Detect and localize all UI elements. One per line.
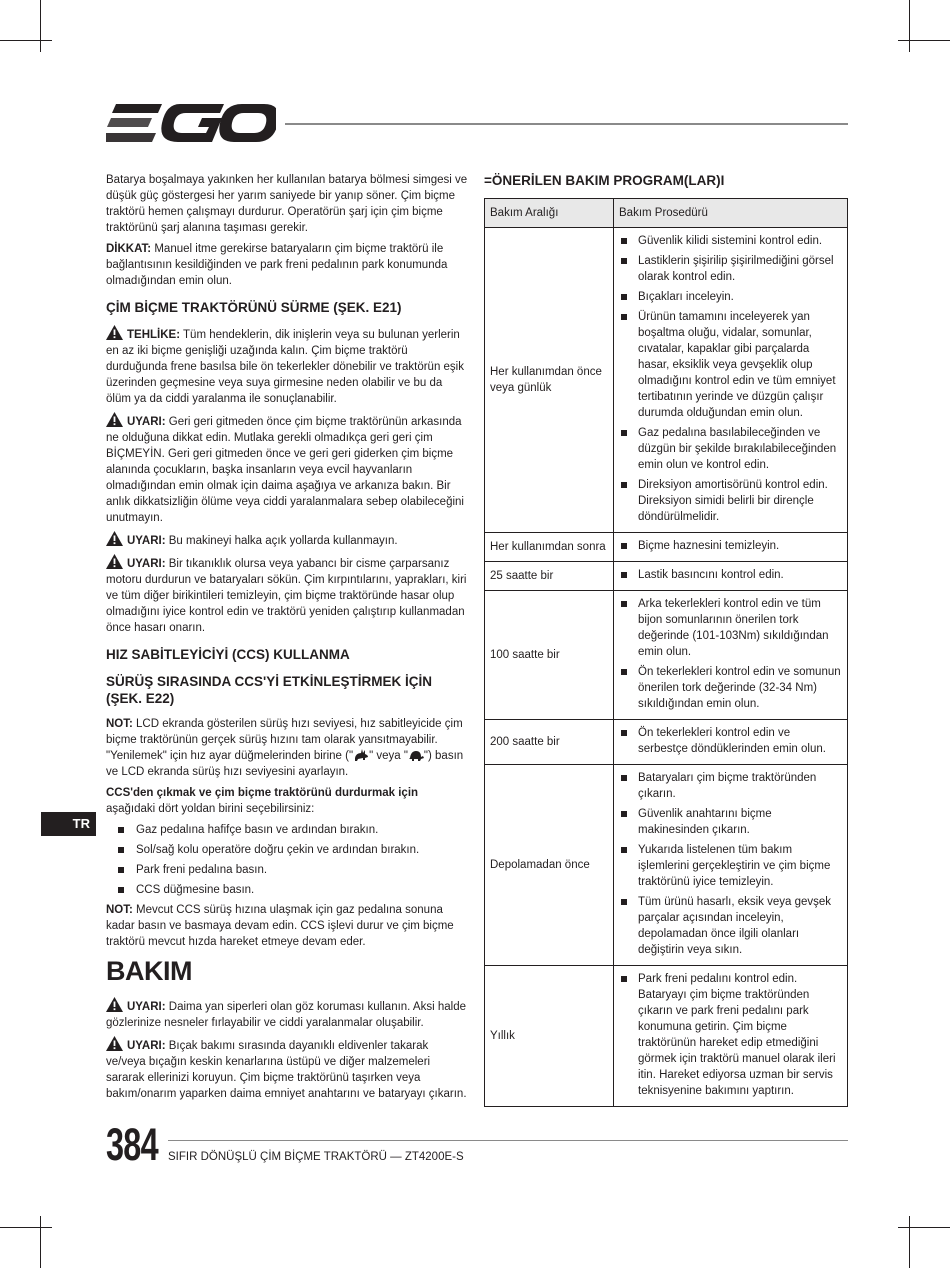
note-text: Mevcut CCS sürüş hızına ulaşmak için gaz pedalına sonuna kadar basın ve basmaya devam edin. CCS işlevi durur ve çim biçme traktörü mevcut hızda hareket etmeye devam eder. [106, 904, 454, 948]
procedure-item: Gaz pedalına basılabileceğinden ve düzgün bir şekilde bırakılabileceğinden emin olun ve kontrol edin. [620, 425, 841, 473]
procedure-item: Güvenlik kilidi sistemini kontrol edin. [620, 233, 841, 249]
warning-triangle-icon [106, 1036, 123, 1051]
warning-label: UYARI: [127, 416, 166, 428]
danger-label: TEHLİKE: [127, 329, 181, 341]
procedure-item: Yukarıda listelenen tüm bakım işlemlerini gerçekleştirin ve çim biçme traktörünü iyice temizleyin. [620, 842, 841, 890]
warning-text: Bu makineyi halka açık yollarda kullanmayın. [165, 535, 398, 547]
column-header-procedure: Bakım Prosedürü [614, 199, 848, 228]
ccs-exit-list [106, 822, 470, 898]
procedure-item: Bataryaları çim biçme traktöründen çıkarın. [620, 770, 841, 802]
procedure-item: Tüm ürünü hasarlı, eksik veya gevşek parçalar açısından inceleyin, depolamadan önce ilgili olanları değiştirin veya sıkın. [620, 894, 841, 958]
table-row [485, 765, 848, 966]
warning-reverse [106, 412, 470, 526]
warning-triangle-icon [106, 554, 123, 569]
turtle-icon [408, 750, 424, 761]
ccs-exit-bold: CCS'den çıkmak ve çim biçme traktörünü durdurmak için [106, 787, 419, 799]
maintenance-heading: BAKIM [106, 956, 192, 986]
table-row [485, 533, 848, 562]
procedure-item: Lastik basıncını kontrol edin. [620, 567, 841, 583]
interval-cell: Her kullanımdan sonra [485, 533, 614, 562]
warning-triangle-icon [106, 997, 123, 1012]
language-tab: TR [41, 812, 96, 836]
caution-label: DİKKAT: [106, 243, 152, 255]
procedure-item: Direksiyon amortisörünü kontrol edin. Direksiyon simidi belirli bir dirençle döndürülmelidir. [620, 477, 841, 525]
note-label: NOT: [106, 718, 133, 730]
crop-mark [898, 40, 950, 41]
caution-text: Manuel itme gerekirse bataryaların çim biçme traktörü ile bağlantısının kesildiğinden ve park freni pedalının park konumunda olmadığından emin olun. [106, 243, 448, 287]
warning-label: UYARI: [127, 1040, 166, 1052]
warning-text: Bir tıkanıklık olursa veya yabancı bir cisme çarparsanız motoru durdurun ve bataryaları sökün. Çim kırpıntılarını, yaprakları, kiri ve tüm diğer birikintileri temizleyin, çim biçme traktöründe hasar olup olmadığını iyice kontrol edin ve traktörü yeniden çalıştırıp kullanmadan önce hasarı onarın. [106, 558, 467, 634]
table-row [485, 966, 848, 1107]
danger-text: Tüm hendeklerin, dik inişlerin veya su bulunan yerlerin en az iki biçme genişliği uzağında kalın. Çim biçme traktörü durduğunda frene basılsa bile ön tekerlekler dönebilir ve traktörün eşik üzerinden geçmesine veya suya girmesine neden olabilir ve bu da ölüm ya da ciddi yaralanma ile sonuçlanabilir. [106, 329, 464, 405]
procedure-item: Park freni pedalını kontrol edin. Bataryayı çim biçme traktöründen çıkarın ve park freni pedalını park konumuna getirin. Çim biçme traktörünün hareket edip etmediğini görmek için traktörü manuel olarak ileri itin. Hareket ediyorsa uzman bir servis teknisyenine bakımını yaptırın. [620, 971, 841, 1099]
note-text: LCD ekranda gösterilen sürüş hızı seviyesi, hız sabitleyicide çim biçme traktörünün gerçek sürüş hızını tam olarak yansıtmayabilir. "Yenilemek" için hız ayar düğmelerinden birine (" [106, 718, 463, 762]
interval-cell: Yıllık [485, 966, 614, 1107]
warning-triangle-icon [106, 531, 123, 546]
procedure-cell [614, 720, 848, 765]
procedure-cell [614, 228, 848, 533]
note-speed [106, 716, 470, 780]
procedure-item: Arka tekerlekleri kontrol edin ve tüm bijon somunlarının önerilen tork değerinde (101-103Nm) sıkıldığından emin olun. [620, 596, 841, 660]
procedure-cell [614, 562, 848, 591]
note-text: ") basın ve LCD ekranda sürüş hızı seviyesini ayarlayın. [106, 750, 464, 778]
crop-mark [40, 1216, 41, 1268]
schedule-title: =ÖNERİLEN BAKIM PROGRAM(LAR)I [484, 173, 725, 188]
left-column [106, 172, 470, 1107]
crop-mark [909, 1216, 910, 1268]
warning-eye-protection [106, 997, 470, 1031]
crop-mark [40, 0, 41, 52]
table-row [485, 720, 848, 765]
warning-text: Geri geri gitmeden önce çim biçme traktörünün arkasında ne olduğuna dikkat edin. Mutlaka gerekli olmadıkça geri geri çim BİÇMEYİN. Geri geri gitmeden önce ve geri geri giderken çim biçme alanında çocukların, başka insanların veya evcil hayvanların olmadığından emin olmak için daima aşağıya ve arkanıza bakın. Bir anlık dikkatsizliğin ölüme veya ciddi yaralanmalara sebep olabileceğini unutmayın. [106, 416, 464, 524]
procedure-cell [614, 966, 848, 1107]
crop-mark [909, 0, 910, 52]
caution-paragraph [106, 241, 470, 289]
table-row [485, 562, 848, 591]
warning-triangle-icon [106, 412, 123, 427]
interval-cell: 25 saatte bir [485, 562, 614, 591]
list-item: Gaz pedalına hafifçe basın ve ardından bırakın. [118, 822, 470, 838]
procedure-item: Ön tekerlekleri kontrol edin ve somunun önerilen tork değerinde (32-34 Nm) sıkıldığından emin olun. [620, 664, 841, 712]
warning-blockage [106, 554, 470, 636]
interval-cell: Depolamadan önce [485, 765, 614, 966]
warning-text: Daima yan siperleri olan göz koruması kullanın. Aksi halde gözlerinize nesneler fırlayabilir ve ciddi yaralanmalar oluşabilir. [106, 1001, 466, 1029]
procedure-cell [614, 765, 848, 966]
procedure-item: Biçme haznesini temizleyin. [620, 538, 841, 554]
list-item: Park freni pedalına basın. [118, 862, 470, 878]
crop-mark [0, 1227, 52, 1228]
procedure-item: Bıçakları inceleyin. [620, 289, 841, 305]
list-item: Sol/sağ kolu operatöre doğru çekin ve ardından bırakın. [118, 842, 470, 858]
list-item: CCS düğmesine basın. [118, 882, 470, 898]
procedure-item: Güvenlik anahtarını biçme makinesinden çıkarın. [620, 806, 841, 838]
interval-cell: 200 saatte bir [485, 720, 614, 765]
column-header-interval: Bakım Aralığı [485, 199, 614, 228]
note-label: NOT: [106, 904, 133, 916]
ego-logo [106, 102, 276, 144]
header-rule [285, 123, 848, 125]
product-name: SIFIR DÖNÜŞLÜ ÇİM BİÇME TRAKTÖRÜ — ZT4200E-S [168, 1151, 464, 1163]
procedure-cell [614, 591, 848, 720]
rabbit-icon [353, 749, 369, 761]
warning-public-roads [106, 531, 470, 549]
table-header-row [485, 199, 848, 228]
table-row [485, 591, 848, 720]
procedure-cell [614, 533, 848, 562]
crop-mark [0, 40, 52, 41]
warning-blade-maintenance [106, 1036, 470, 1102]
danger-notice [106, 325, 470, 407]
driving-heading: ÇİM BİÇME TRAKTÖRÜNÜ SÜRME (ŞEK. E21) [106, 300, 402, 315]
right-column [484, 172, 848, 1107]
procedure-item: Ön tekerlekleri kontrol edin ve serbestçe döndüklerinden emin olun. [620, 725, 841, 757]
ccs-exit-intro [106, 785, 470, 817]
footer-rule [168, 1140, 848, 1141]
interval-cell: Her kullanımdan önce veya günlük [485, 228, 614, 533]
interval-cell: 100 saatte bir [485, 591, 614, 720]
warning-label: UYARI: [127, 1001, 166, 1013]
note-text: " veya " [369, 750, 408, 762]
warning-triangle-icon [106, 325, 123, 340]
ccs-heading: HIZ SABİTLEYİCİYİ (CCS) KULLANMA [106, 647, 350, 662]
ccs-exit-text: aşağıdaki dört yoldan birini seçebilirsiniz: [106, 803, 315, 815]
page-number: 384 [106, 1119, 158, 1170]
crop-mark [898, 1227, 950, 1228]
procedure-item: Lastiklerin şişirilip şişirilmediğini görsel olarak kontrol edin. [620, 253, 841, 285]
battery-paragraph: Batarya boşalmaya yakınken her kullanılan batarya bölmesi simgesi ve düşük güç göstergesi her yarım saniyede bir yanıp söner. Çim biçme traktörü hemen çalışmayı durdurur. Operatörün şarj için çim biçme traktörünü şarj alanına taşıması gerekir. [106, 174, 468, 234]
note-ccs [106, 902, 470, 950]
table-row [485, 228, 848, 533]
warning-text: Bıçak bakımı sırasında dayanıklı eldivenler takarak ve/veya bıçağın keskin kenarlarına üstüpü ve diğer malzemeleri sararak ellerinizi koruyun. Çim biçme traktörünü taşırken veya bakım/onarım yaparken daima emniyet anahtarını ve bataryayı çıkarın. [106, 1040, 467, 1100]
procedure-item: Ürünün tamamını inceleyerek yan boşaltma oluğu, vidalar, somunlar, cıvatalar, kapaklar gibi parçalarda hasar, eksiklik veya gevşeklik olup olmadığını kontrol edin ve tüm emniyet tertibatının yerinde ve düzgün çalışır durumda olduğundan emin olun. [620, 309, 841, 421]
warning-label: UYARI: [127, 535, 166, 547]
warning-label: UYARI: [127, 558, 166, 570]
ccs-activate-heading: SÜRÜŞ SIRASINDA CCS'Yİ ETKİNLEŞTİRMEK İÇİN (ŞEK. E22) [106, 674, 432, 706]
maintenance-table [484, 198, 848, 1107]
